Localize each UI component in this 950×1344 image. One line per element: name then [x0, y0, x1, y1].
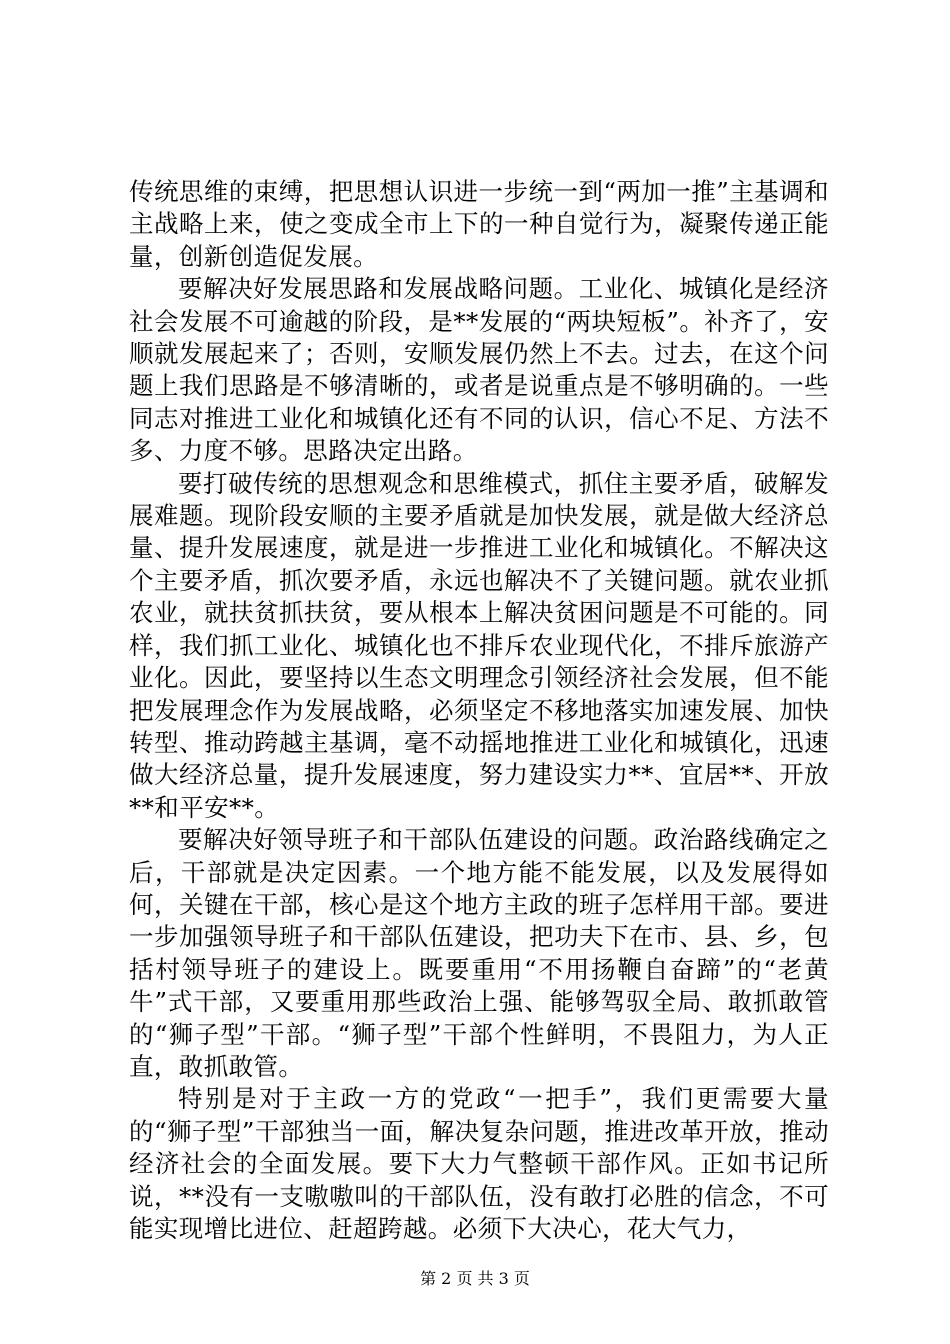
paragraph-2: 要解决好发展思路和发展战略问题。工业化、城镇化是经济社会发展不可逾越的阶段，是**发展的“两块短板”。补齐了，安顺就发展起来了；否则，安顺发展仍然上不去。过去，在这个问题上我们思路是不够清晰的，或者是说重点是不够明确的。一些同志对推进工业化和城镇化还有不同的认识，信心不足、方法不多、力度不够。思路决定出路。 [129, 274, 829, 466]
paragraph-1: 传统思维的束缚，把思想认识进一步统一到“两加一推”主基调和主战略上来，使之变成全市上下的一种自觉行为，凝聚传递正能量，创新创造促发展。 [129, 177, 829, 271]
paragraph-4: 要解决好领导班子和干部队伍建设的问题。政治路线确定之后，干部就是决定因素。一个地方能不能发展，以及发展得如何，关键在干部，核心是这个地方主政的班子怎样用干部。要进一步加强领导班子和干部队伍建设，把功夫下在市、县、乡，包括村领导班子的建设上。既要重用“不用扬鞭自奋蹄”的“老黄牛”式干部，又要重用那些政治上强、能够驾驭全局、敢抓敢管的“狮子型”干部。“狮子型”干部个性鲜明，不畏阻力，为人正直，敢抓敢管。 [129, 825, 829, 1081]
document-body [129, 176, 829, 1245]
paragraph-5: 特别是对于主政一方的党政“一把手”，我们更需要大量的“狮子型”干部独当一面，解决复杂问题，推进改革开放，推动经济社会的全面发展。要下大力气整顿干部作风。正如书记所说，**没有一支嗷嗷叫的干部队伍，没有敢打必胜的信念，不可能实现增比进位、赶超跨越。必须下大决心，花大气力， [129, 1084, 829, 1243]
paragraph-3: 要打破传统的思想观念和思维模式，抓住主要矛盾，破解发展难题。现阶段安顺的主要矛盾就是加快发展，就是做大经济总量、提升发展速度，就是进一步推进工业化和城镇化。不解决这个主要矛盾，抓次要矛盾，永远也解决不了关键问题。就农业抓农业，就扶贫抓扶贫，要从根本上解决贫困问题是不可能的。同样，我们抓工业化、城镇化也不排斥农业现代化，不排斥旅游产业化。因此，要坚持以生态文明理念引领经济社会发展，但不能把发展理念作为发展战略，必须坚定不移地落实加速发展、加快转型、推动跨越主基调，毫不动摇地推进工业化和城镇化，迅速做大经济总量，提升发展速度，努力建设实力**、宜居**、开放**和平安**。 [129, 468, 829, 822]
page-number-footer: 第 2 页 共 3 页 [420, 1269, 530, 1288]
